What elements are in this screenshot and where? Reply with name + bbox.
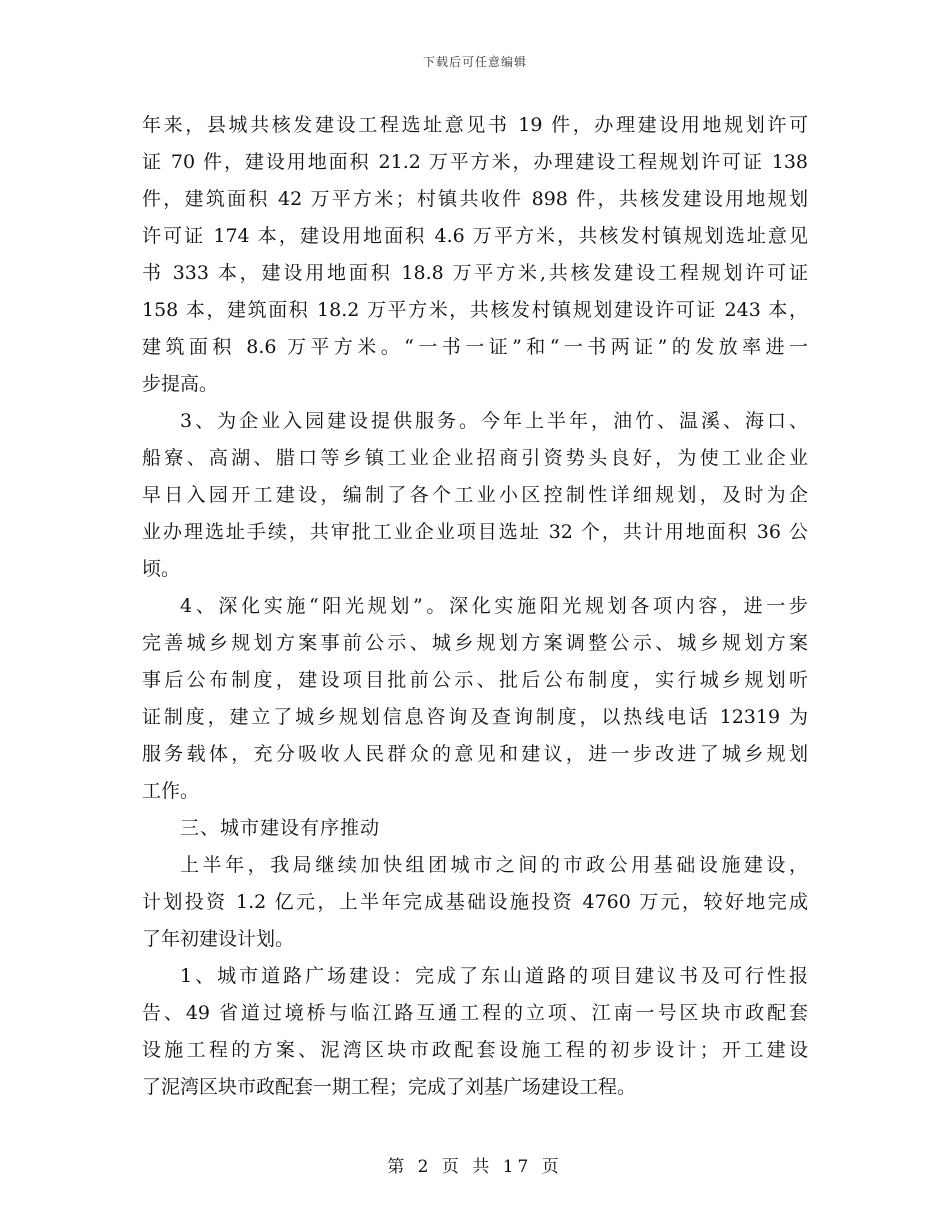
body-line: 证制度，建立了城乡规划信息咨询及查询制度，以热线电话 12319 为 [142, 706, 808, 728]
body-line: 了泥湾区块市政配套一期工程；完成了刘基广场建设工程。 [142, 1076, 637, 1098]
body-line: 了年初建设计划。 [142, 928, 295, 950]
body-line: 计划投资 1.2 亿元，上半年完成基础设施投资 4760 万元，较好地完成 [142, 891, 808, 913]
document-body [142, 107, 808, 1106]
body-line: 业办理选址手续，共审批工业企业项目选址 32 个，共计用地面积 36 公 [142, 521, 808, 543]
body-line: 上半年，我局继续加快组团城市之间的市政公用基础设施建设， [180, 854, 808, 876]
body-line: 证 70 件，建设用地面积 21.2 万平方米，办理建设工程规划许可证 138 [142, 151, 808, 173]
body-line: 告、49 省道过境桥与临江路互通工程的立项、江南一号区块市政配套 [142, 1002, 808, 1024]
body-line: 船寮、高湖、腊口等乡镇工业企业招商引资势头良好，为使工业企业 [142, 447, 808, 469]
page-number: 第 2 页 共 17 页 [387, 1157, 563, 1177]
body-line: 步提高。 [142, 373, 219, 395]
body-line: 许可证 174 本，建设用地面积 4.6 万平方米，共核发村镇规划选址意见 [142, 225, 808, 247]
body-line: 年来，县城共核发建设工程选址意见书 19 件，办理建设用地规划许可 [142, 114, 808, 136]
body-line: 设施工程的方案、泥湾区块市政配套设施工程的初步设计；开工建设 [142, 1039, 808, 1061]
section-heading: 三、城市建设有序推动 [180, 817, 381, 839]
body-line: 3、为企业入园建设提供服务。今年上半年，油竹、温溪、海口、 [180, 410, 808, 432]
body-line: 工作。 [142, 780, 200, 802]
body-line: 建筑面积 8.6 万平方米。“一书一证”和“一书两证”的发放率进一 [142, 336, 808, 358]
body-line: 4、深化实施“阳光规划”。深化实施阳光规划各项内容，进一步 [180, 595, 808, 617]
body-line: 早日入园开工建设，编制了各个工业小区控制性详细规划，及时为企 [142, 484, 808, 506]
body-line: 1、城市道路广场建设：完成了东山道路的项目建议书及可行性报 [180, 965, 808, 987]
body-line: 事后公布制度，建设项目批前公示、批后公布制度，实行城乡规划听 [142, 669, 808, 691]
body-line: 完善城乡规划方案事前公示、城乡规划方案调整公示、城乡规划方案 [142, 632, 808, 654]
body-line: 顷。 [142, 558, 181, 580]
body-line: 158 本，建筑面积 18.2 万平方米，共核发村镇规划建设许可证 243 本， [142, 299, 808, 321]
page-header: 下载后可任意编辑 [422, 55, 527, 69]
body-line: 件，建筑面积 42 万平方米；村镇共收件 898 件，共核发建设用地规划 [142, 188, 808, 210]
body-line: 服务载体，充分吸收人民群众的意见和建议，进一步改进了城乡规划 [142, 743, 808, 765]
body-line: 书 333 本，建设用地面积 18.8 万平方米,共核发建设工程规划许可证 [142, 262, 808, 284]
